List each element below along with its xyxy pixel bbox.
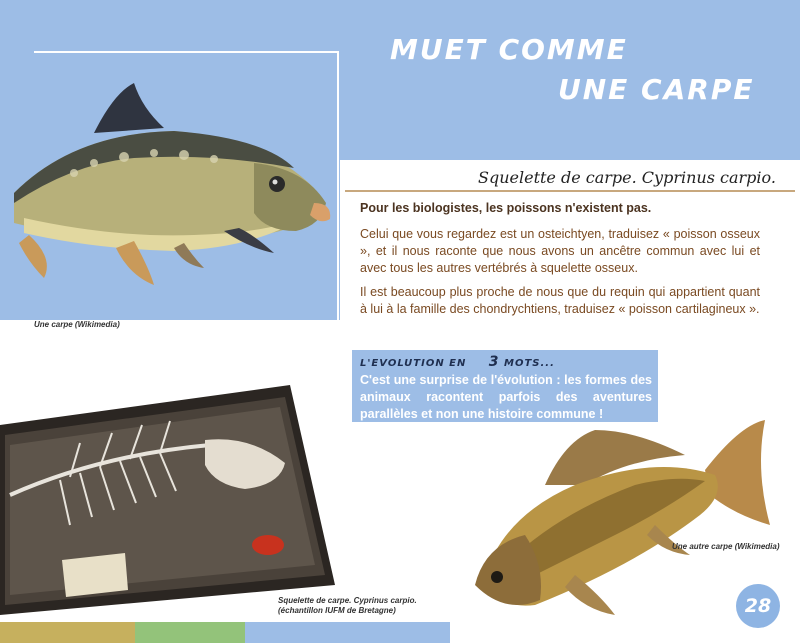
- footer-bar-mid: [135, 622, 245, 643]
- page-title: [390, 30, 760, 110]
- section-subtitle: Squelette de carpe. Cyprinus carpio.: [478, 168, 776, 187]
- evolution-heading-c: MOTS...: [504, 358, 555, 369]
- subtitle-divider: [345, 190, 795, 192]
- evolution-box: [352, 350, 658, 422]
- paragraph-1: Celui que vous regardez est un osteichtyen, traduisez « poisson osseux », et il nous raconte que nous avons un ancêtre commun avec lui et avec tous les autres vertébrés à squelette osseux.: [360, 227, 760, 275]
- evolution-heading: [360, 354, 658, 370]
- footer-bar-left: [0, 622, 135, 643]
- caption-skeleton: [278, 596, 417, 616]
- carp-drawing: [465, 415, 775, 625]
- evolution-heading-a: L'EVOLUTION EN: [360, 358, 467, 369]
- caption-photo: Une carpe (Wikimedia): [34, 320, 120, 329]
- title-line-2: UNE CARPE: [558, 73, 755, 106]
- evolution-heading-number: 3: [488, 354, 500, 370]
- page-number: 28: [736, 584, 780, 628]
- body-text: [360, 200, 760, 325]
- evolution-text: C'est une surprise de l'évolution : les formes des animaux racontent parfois des aventures parallèles et non une histoire commune !: [360, 373, 652, 421]
- caption-skeleton-line-2: (échantillon IUFM de Bretagne): [278, 606, 396, 615]
- title-line-1: MUET COMME: [390, 33, 628, 66]
- carp-skeleton-photo: [0, 385, 335, 615]
- footer-bar-right: [245, 622, 450, 643]
- lead-paragraph: Pour les biologistes, les poissons n'existent pas.: [360, 201, 652, 215]
- carp-photo: [34, 51, 339, 320]
- caption-skeleton-line-1: Squelette de carpe. Cyprinus carpio.: [278, 596, 417, 605]
- caption-drawing: Une autre carpe (Wikimedia): [672, 542, 780, 551]
- paragraph-2: Il est beaucoup plus proche de nous que du requin qui appartient quant à lui à la famille des chondrychtiens, traduisez « poisson cartilagineux ».: [360, 285, 760, 316]
- carp-photo-illustration: [34, 53, 337, 320]
